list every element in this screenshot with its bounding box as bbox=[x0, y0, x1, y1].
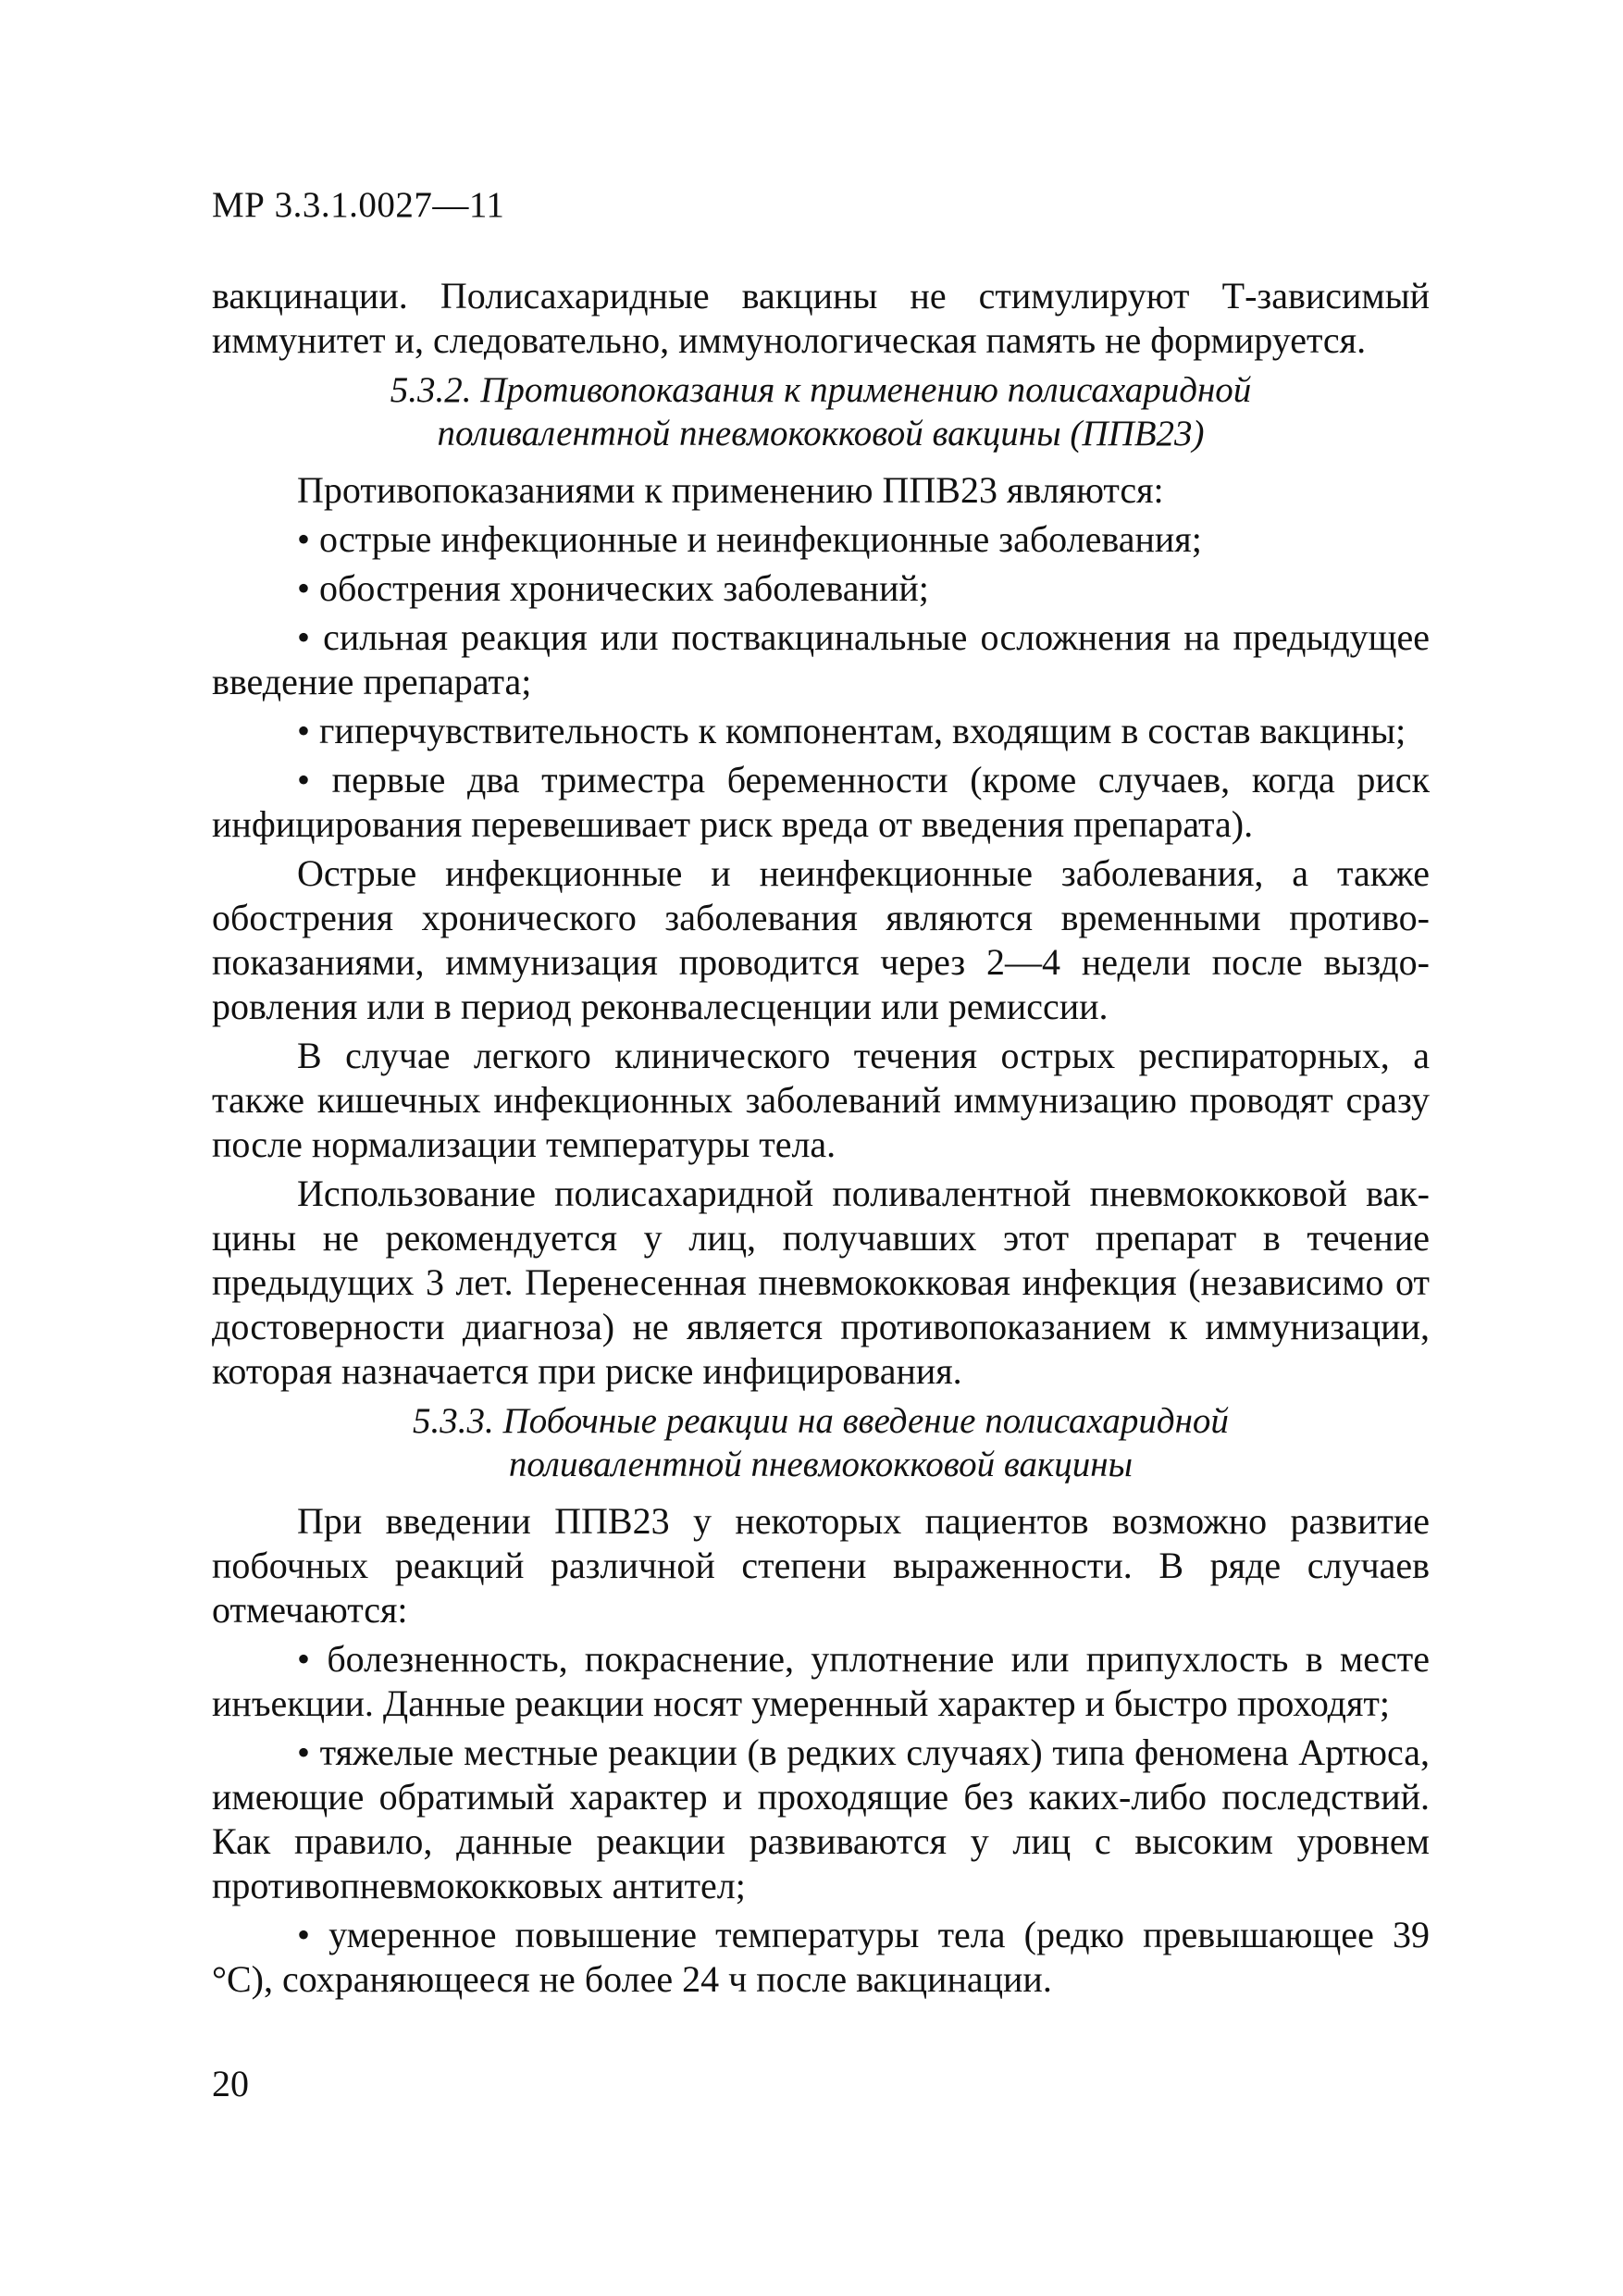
paragraph: При введении ППВ23 у некоторых пациентов возможно развитие побочных реакций различной степени выраженности. В ряде случаев отмечаются: bbox=[212, 1500, 1430, 1631]
bullet-item: • гиперчувствительность к компонентам, входящим в состав вакцины; bbox=[212, 709, 1430, 753]
section-heading-line: поливалентной пневмококковой вакцины bbox=[508, 1445, 1134, 1484]
paragraph: Противопоказаниями к применению ППВ23 являются: bbox=[297, 469, 1164, 511]
paragraph: Острые инфекционные и неинфекционные заболевания, а также обострения хронического заболевания являются временными противопоказаниями, иммунизация проводится через 2—4 недели после выздоровления или в период реконвалесценции или ремиссии. bbox=[212, 852, 1430, 1027]
page-number: 20 bbox=[212, 2063, 249, 2104]
section-heading-5-3-2 bbox=[212, 368, 1430, 455]
section-heading-line: 5.3.2. Противопоказания к применению полисахаридной bbox=[390, 370, 1252, 410]
section-heading-line: поливалентной пневмококковой вакцины (ППВ23) bbox=[437, 414, 1205, 453]
section-heading-5-3-3 bbox=[212, 1399, 1430, 1486]
section-heading-line: 5.3.3. Побочные реакции на введение полисахаридной bbox=[413, 1401, 1229, 1441]
bullet-item: • болезненность, покраснение, уплотнение или припухлость в месте инъекции. Данные реакции носят умеренный характер и быстро проходят; bbox=[212, 1637, 1430, 1726]
document-body bbox=[212, 274, 1430, 2006]
bullet-item: • обострения хронических заболеваний; bbox=[212, 566, 1430, 611]
bullet-item: • тяжелые местные реакции (в редких случаях) типа феномена Артюса, имеющие обратимый характер и проходящие без каких-либо последствий. Как правило, данные реакции развиваются у лиц с высоким уровнем противопневмококковых антител; bbox=[212, 1731, 1430, 1908]
document-code-header: МР 3.3.1.0027—11 bbox=[212, 185, 505, 225]
paragraph: В случае легкого клинического течения острых респираторных, а также кишечных инфекционных заболеваний иммунизацию проводят сразу после нормализации температуры тела. bbox=[212, 1035, 1430, 1165]
paragraph: Использование полисахаридной поливалентной пневмококковой вакцины не рекомендуется у лиц, получавших этот препарат в течение предыдущих 3 лет. Перенесенная пневмококковая инфекция (независимо от достоверности диагноза) не является противопоказанием к иммунизации, которая назначается при риске инфицирования. bbox=[212, 1173, 1430, 1392]
paragraph-continuation: вакцинации. Полисахаридные вакцины не стимулируют Т-зависимый иммунитет и, следовательно, иммунологическая память не формируется. bbox=[212, 275, 1430, 361]
bullet-item: • умеренное повышение температуры тела (редко превышающее 39 °С), сохраняющееся не более 24 ч после вакцинации. bbox=[212, 1913, 1430, 2002]
bullet-item: • первые два триместра беременности (кроме случаев, когда риск инфицирования перевешивает риск вреда от введения препарата). bbox=[212, 758, 1430, 847]
bullet-item: • острые инфекционные и неинфекционные заболевания; bbox=[212, 517, 1430, 562]
bullet-item: • сильная реакция или поствакцинальные осложнения на предыдущее введение препарата; bbox=[212, 615, 1430, 704]
